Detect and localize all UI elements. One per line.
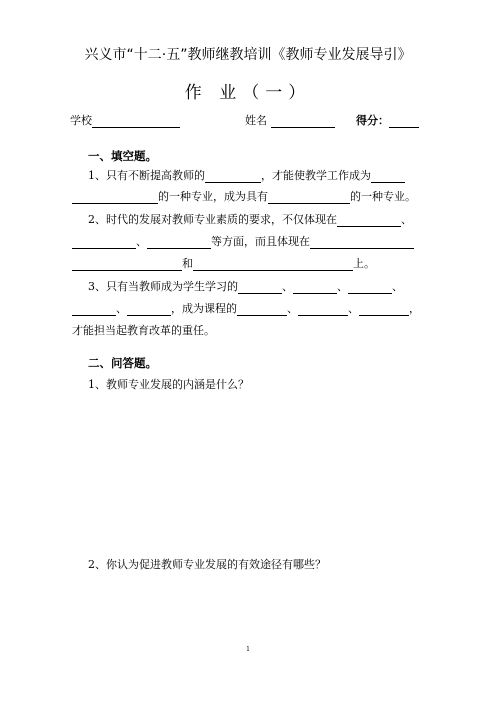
q3-line-1 [88, 278, 403, 294]
q1-text-b: ，才能使教学工作成为 [261, 169, 371, 182]
q3-sep-4: 、 [116, 302, 127, 315]
q2-blank-1 [337, 214, 401, 227]
q3-blank-1 [238, 281, 282, 294]
q2-text-a: 2、时代的发展对教师专业素质的要求，不仅体现在 [88, 213, 337, 226]
q3-line-2 [72, 300, 420, 316]
q2-blank-2 [72, 236, 136, 249]
name-blank [271, 115, 335, 128]
name-field [245, 112, 335, 128]
score-label: 得分： [356, 114, 389, 127]
q3-sep-2: 、 [337, 280, 348, 293]
school-label: 学校 [70, 114, 92, 127]
school-blank [92, 115, 180, 128]
q1-line-1 [88, 167, 405, 183]
q2-blank-4 [310, 236, 414, 249]
q2-line-3 [72, 255, 375, 271]
q1-blank-3 [268, 191, 350, 204]
q1-line-2 [72, 188, 416, 204]
qa-question-1: 1、教师专业发展的内涵是什么？ [88, 378, 249, 391]
score-blank [389, 115, 419, 128]
section-heading-qa: 二、问答题。 [88, 356, 157, 370]
q3-sep-3: 、 [392, 280, 403, 293]
q3-text-a: 3、只有当教师成为学生学习的 [88, 280, 238, 293]
q1-blank-1 [205, 170, 261, 183]
q2-blank-4-cont [72, 258, 182, 271]
q2-text-c: 、 [136, 235, 147, 248]
q1-blank-2-cont [72, 191, 158, 204]
q3-blank-5 [127, 303, 171, 316]
document-subtitle: 作 业（一） [184, 83, 312, 103]
q2-line-1 [88, 211, 412, 227]
q3-sep-6: 、 [348, 302, 359, 315]
q2-text-f: 上。 [353, 257, 375, 270]
q3-blank-6 [237, 303, 287, 316]
q2-text-e: 和 [182, 257, 193, 270]
score-field [356, 112, 419, 128]
q2-blank-5 [193, 258, 353, 271]
q3-text-b: ，成为课程的 [171, 302, 237, 315]
q3-blank-3 [348, 281, 392, 294]
name-label: 姓名 [245, 114, 267, 127]
q3-blank-2 [293, 281, 337, 294]
q3-sep-1: 、 [282, 280, 293, 293]
q2-line-2 [72, 233, 414, 249]
page-number: 1 [246, 646, 250, 653]
q1-text-a: 1、只有不断提高教师的 [88, 169, 205, 182]
q3-blank-8 [359, 303, 409, 316]
document-title: 兴义市“十二·五”教师继教培训《教师专业发展导引》 [84, 47, 412, 63]
qa-question-2: 2、你认为促进教师专业发展的有效途径有哪些？ [88, 558, 326, 571]
q1-blank-2 [371, 170, 405, 183]
school-field [70, 112, 180, 128]
q3-blank-4 [72, 303, 116, 316]
q1-text-c: 的一种专业，成为具有 [158, 190, 268, 203]
q3-blank-7 [298, 303, 348, 316]
q2-blank-3 [147, 236, 211, 249]
q3-sep-5: 、 [287, 302, 298, 315]
q3-text-end: ， [409, 302, 420, 315]
q2-text-b: 、 [401, 213, 412, 226]
q3-line-3: 才能担当起教育改革的重任。 [72, 324, 215, 337]
q2-text-d: 等方面，而且体现在 [211, 235, 310, 248]
section-heading-fill-blank: 一、填空题。 [88, 149, 157, 163]
q1-text-d: 的一种专业。 [350, 190, 416, 203]
